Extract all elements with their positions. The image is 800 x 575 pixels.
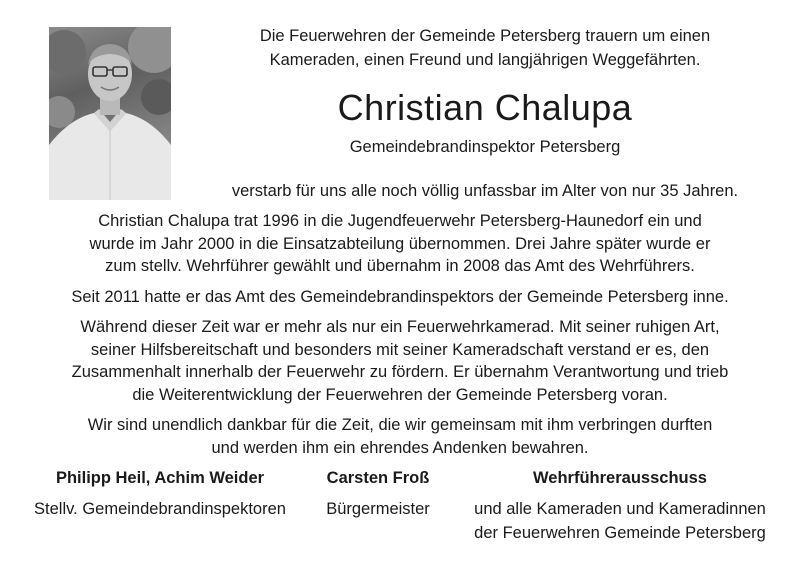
signatory-role-group bbox=[450, 497, 790, 545]
text-line: wurde im Jahr 2000 in die Einsatzabteilung übernommen. Drei Jahre später wurde er bbox=[89, 234, 711, 253]
signatory-role: Stellv. Gemeindebrandinspektoren bbox=[34, 500, 286, 518]
text-line: zum stellv. Wehrführer gewählt und übernahm in 2008 das Amt des Wehrführers. bbox=[105, 257, 695, 275]
biography-paragraph bbox=[20, 316, 780, 406]
signatory-role: und alle Kameraden und Kameradinnen bbox=[474, 500, 766, 518]
biography bbox=[20, 210, 780, 467]
signatory-role: Bürgermeister bbox=[326, 500, 430, 518]
biography-paragraph bbox=[20, 414, 780, 459]
text-line: Christian Chalupa trat 1996 in die Jugendfeuerwehr Petersberg-Haunedorf ein und bbox=[98, 212, 702, 230]
biography-paragraph bbox=[20, 286, 780, 309]
death-statement: verstarb für uns alle noch völlig unfassbar im Alter von nur 35 Jahren. bbox=[231, 182, 739, 200]
text-line: und werden ihm ein ehrendes Andenken bewahren. bbox=[211, 438, 589, 457]
text-line: Zusammenhalt innerhalb der Feuerwehr zu fördern. Er übernahm Verantwortung und trieb bbox=[71, 363, 729, 381]
biography-paragraph bbox=[20, 210, 780, 278]
intro-line: Kameraden, einen Freund und langjährigen Weggefährten. bbox=[269, 51, 701, 69]
text-line: seiner Hilfsbereitschaft und besonders mit seiner Kameradschaft verstand er es, den bbox=[90, 340, 710, 359]
signatory-name: Wehrführerausschuss bbox=[533, 469, 707, 487]
deceased-name: Christian Chalupa bbox=[337, 87, 633, 128]
deceased-role: Gemeindebrandinspektor Petersberg bbox=[349, 138, 621, 156]
text-line: Während dieser Zeit war er mehr als nur ein Feuerwehrkamerad. Mit seiner ruhigen Art, bbox=[80, 318, 720, 336]
portrait-photo bbox=[49, 27, 171, 200]
signatory-role: der Feuerwehren Gemeinde Petersberg bbox=[474, 524, 766, 542]
intro-line: Die Feuerwehren der Gemeinde Petersberg trauern um einen bbox=[259, 27, 711, 45]
text-line: Seit 2011 hatte er das Amt des Gemeindebrandinspektors der Gemeinde Petersberg inne. bbox=[71, 287, 729, 306]
text-line: Wir sind unendlich dankbar für die Zeit, die wir gemeinsam mit ihm verbringen durften bbox=[87, 416, 713, 434]
text-line: die Weiterentwicklung der Feuerwehren der Gemeinde Petersberg voran. bbox=[132, 385, 668, 404]
signatory-name: Carsten Froß bbox=[326, 469, 430, 487]
intro-text bbox=[200, 24, 770, 72]
signatory-name: Philipp Heil, Achim Weider bbox=[55, 469, 265, 487]
